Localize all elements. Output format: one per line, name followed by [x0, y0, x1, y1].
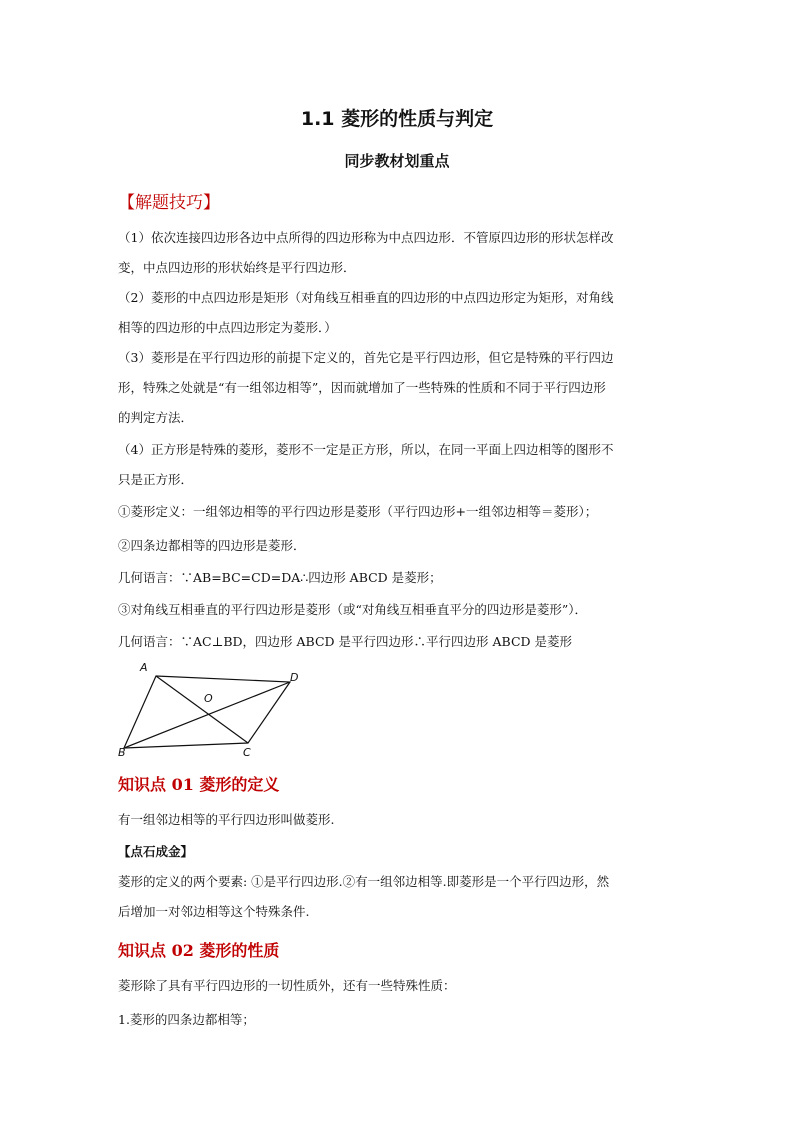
document-title: 1.1 菱形的性质与判定 [300, 108, 494, 130]
kp2-item-1: 1.菱形的四条边都相等； [118, 1012, 255, 1027]
kp1-tip-line: 菱形的定义的两个要素: ①是平行四边形.②有一组邻边相等.即菱形是一个平行四边形，然 [118, 874, 610, 889]
tips-line: （4）正方形是特殊的菱形，菱形不一定是正方形，所以，在同一平面上四边相等的图形不 [118, 442, 614, 457]
diagonal-ac [156, 676, 248, 743]
section-heading-kp1: 知识点 01 菱形的定义 [118, 775, 280, 794]
section-heading-kp2: 知识点 02 菱形的性质 [118, 941, 280, 960]
vertex-label-c: C [243, 746, 251, 759]
vertex-label-a: A [140, 661, 148, 674]
tips-line: 几何语言：∵AB=BC=CD=DA∴四边形 ABCD 是菱形； [118, 570, 442, 585]
tips-line: 几何语言：∵AC⊥BD，四边形 ABCD 是平行四边形∴平行四边形 ABCD 是菱形 [118, 634, 573, 649]
tips-line: 变，中点四边形的形状始终是平行四边形． [118, 260, 356, 275]
tips-line: ②四条边都相等的四边形是菱形． [118, 538, 306, 553]
tips-line: （2）菱形的中点四边形是矩形（对角线互相垂直的四边形的中点四边形定为矩形，对角线 [118, 290, 614, 305]
rhombus-diagram [112, 658, 312, 762]
tips-line: 相等的四边形的中点四边形定为菱形．） [118, 320, 337, 335]
kp2-text: 菱形除了具有平行四边形的一切性质外，还有一些特殊性质： [118, 978, 456, 993]
tips-line: 的判定方法． [118, 410, 194, 425]
kp1-tip-heading: 【点石成金】 [118, 844, 194, 859]
rhombus-outline [124, 676, 290, 748]
tips-line: （3）菱形是在平行四边形的前提下定义的，首先它是平行四边形，但它是特殊的平行四边 [118, 350, 614, 365]
tips-line: 形，特殊之处就是“有一组邻边相等”，因而就增加了一些特殊的性质和不同于平行四边形 [118, 380, 606, 395]
tips-line: ③对角线互相垂直的平行四边形是菱形（或“对角线互相垂直平分的四边形是菱形”）． [118, 602, 588, 617]
kp1-tip-line: 后增加一对邻边相等这个特殊条件. [118, 904, 310, 919]
tips-line: 只是正方形． [118, 472, 194, 487]
vertex-label-b: B [118, 746, 126, 759]
vertex-label-d: D [290, 671, 299, 684]
center-label-o: O [204, 692, 213, 705]
kp1-text: 有一组邻边相等的平行四边形叫做菱形. [118, 812, 335, 827]
tips-line: （1）依次连接四边形各边中点所得的四边形称为中点四边形．不管原四边形的形状怎样改 [118, 230, 614, 245]
document-subtitle: 同步教材划重点 [344, 152, 450, 170]
tips-line: ①菱形定义：一组邻边相等的平行四边形是菱形（平行四边形+一组邻边相等＝菱形）； [118, 504, 598, 519]
tips-heading: 【解题技巧】 [118, 193, 220, 213]
